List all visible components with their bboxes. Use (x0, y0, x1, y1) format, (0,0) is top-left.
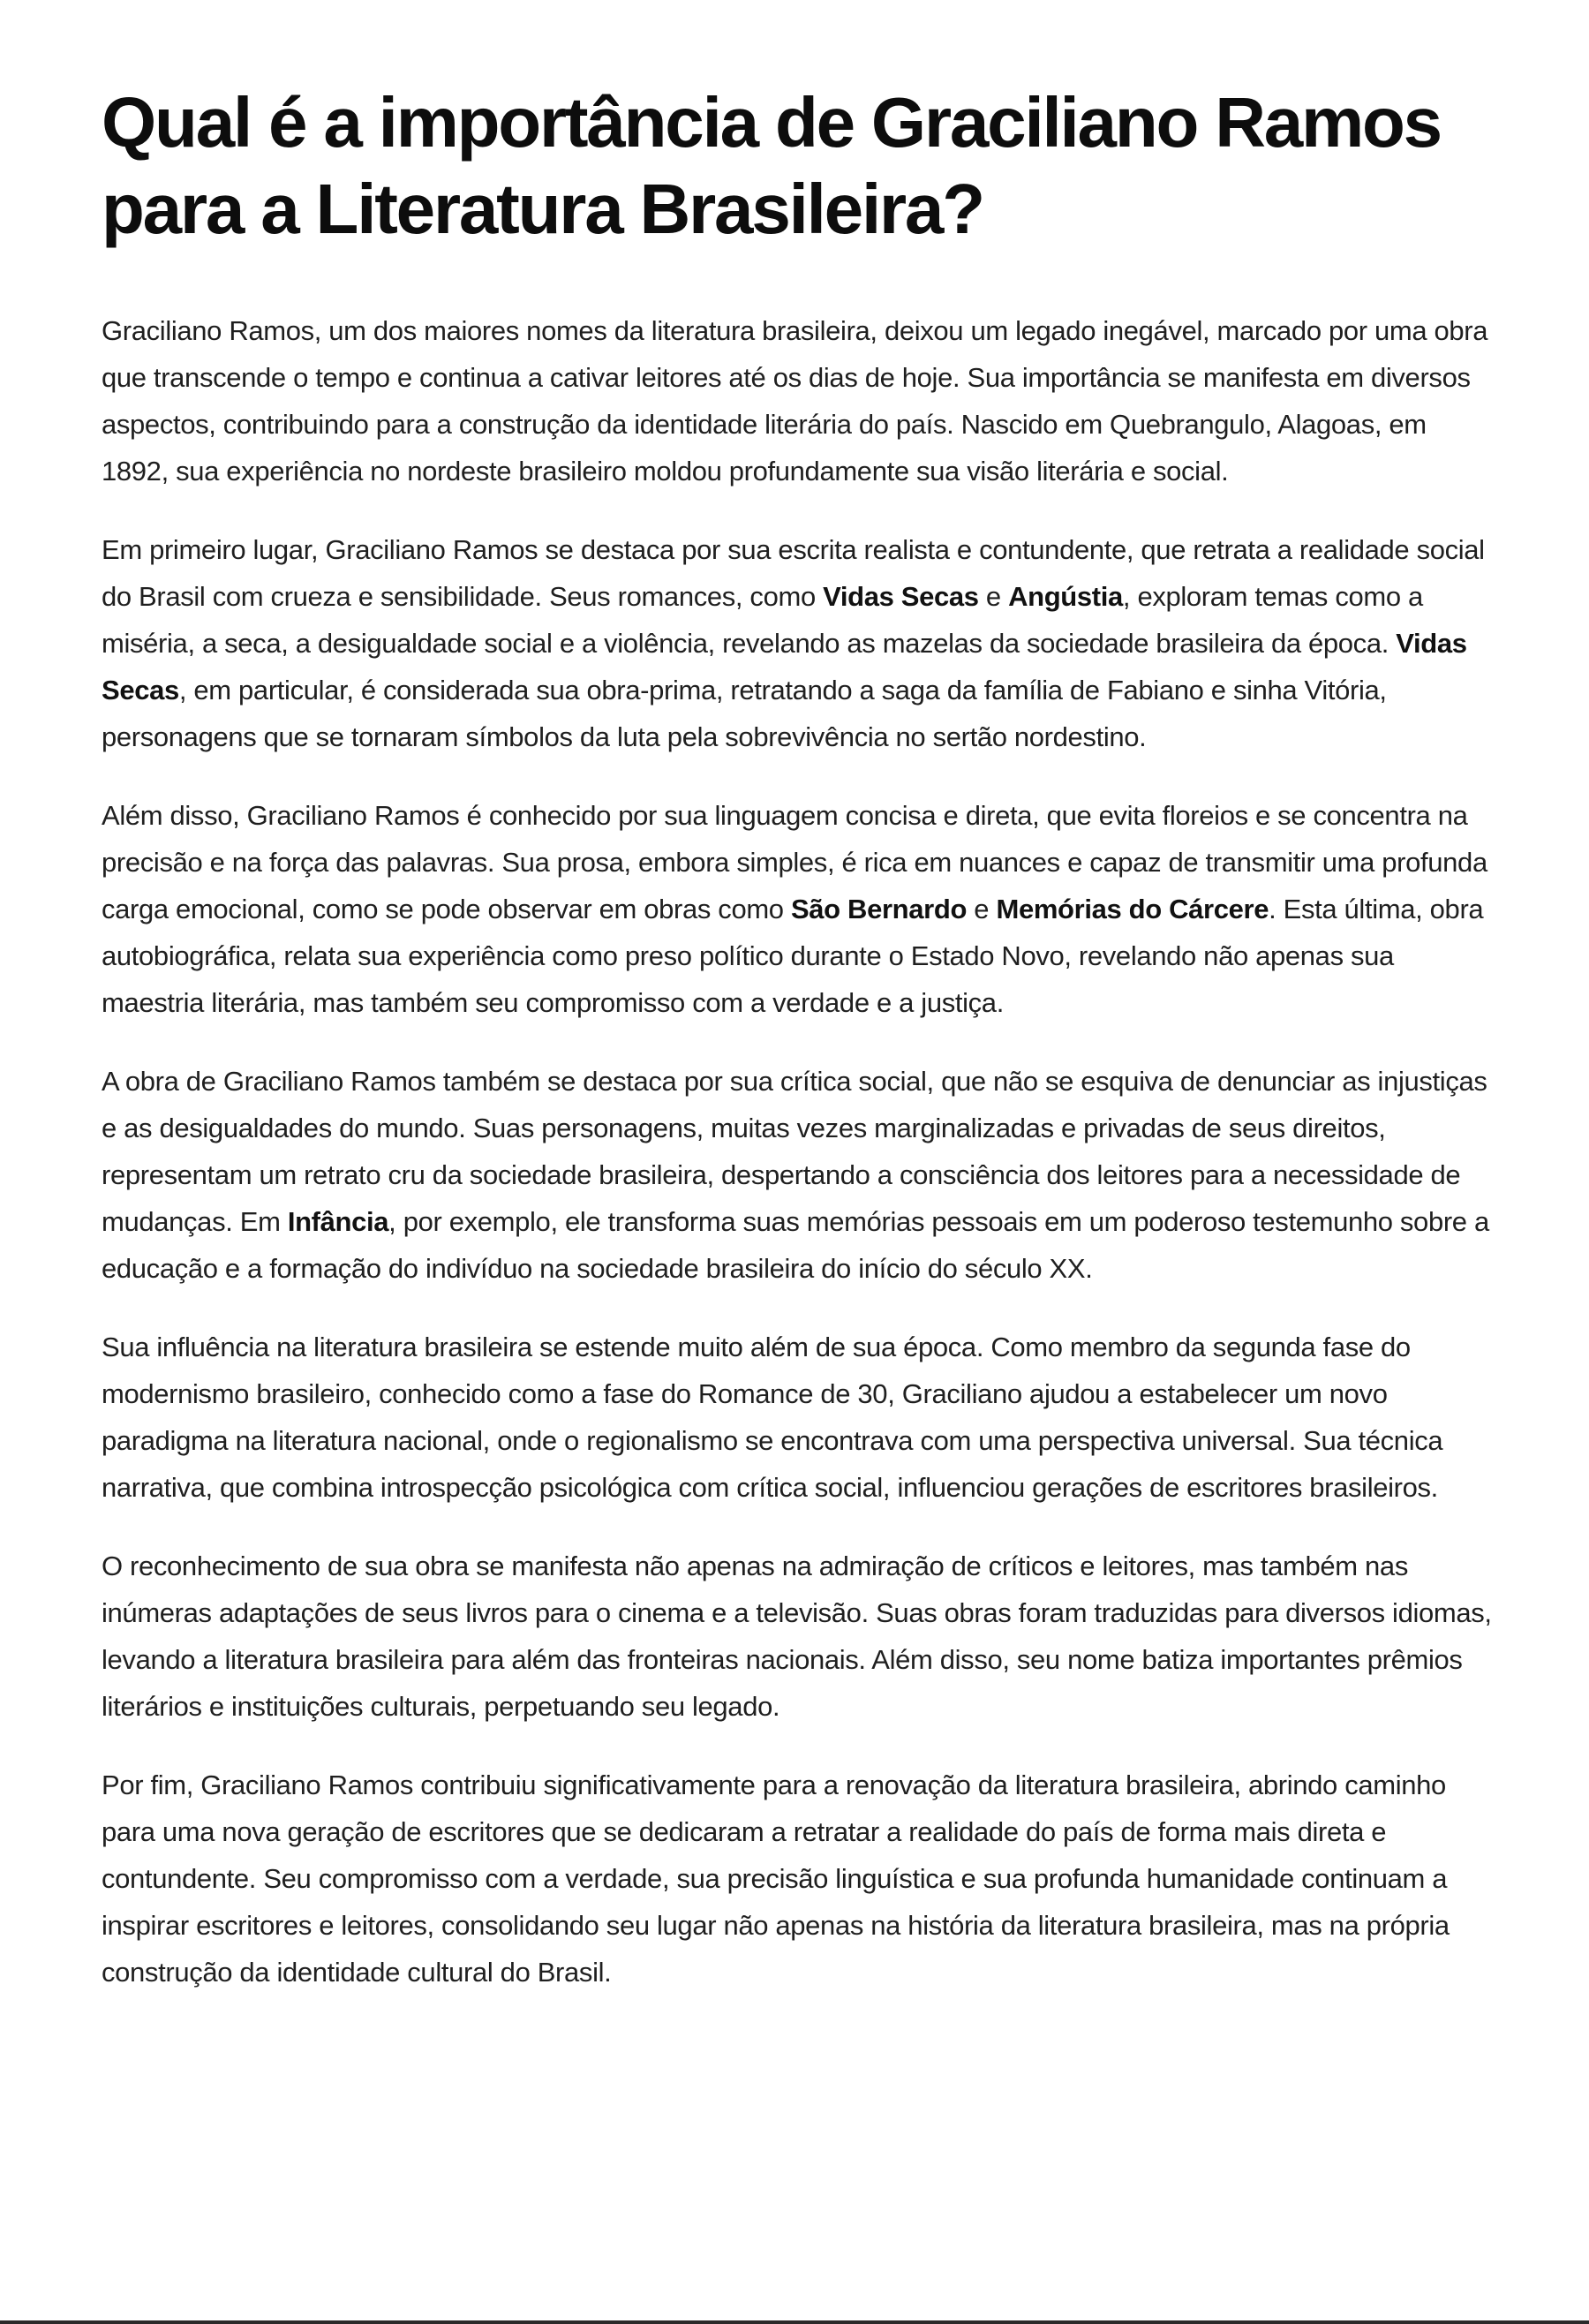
article-body (102, 307, 1492, 1996)
paragraph-recognition (102, 1543, 1492, 1730)
paragraph-text: , em particular, é considerada sua obra-prima, retratando a saga da família de Fabiano e sinha Vitória, personagens que se tornaram símbolos da luta pela sobrevivência no sertão nordestino. (102, 675, 1387, 752)
paragraph-influence (102, 1324, 1492, 1511)
paragraph-text: e (967, 894, 997, 924)
book-title: Memórias do Cárcere (996, 894, 1269, 924)
paragraph-conclusion (102, 1762, 1492, 1996)
paragraph-text: Em primeiro lugar, Graciliano Ramos se destaca por sua escrita realista e contundente, que retrata a realidade social do Brasil com crueza e sensibilidade. Seus romances, como (102, 534, 1485, 612)
paragraph-text: Por fim, Graciliano Ramos contribuiu significativamente para a renovação da literatura brasileira, abrindo caminho para uma nova geração de escritores que se dedicaram a retratar a realidade do país de forma mais direta e contundente. Seu compromisso com a verdade, sua precisão linguística e sua profunda humanidade continuam a inspirar escritores e leitores, consolidando seu lugar não apenas na história da literatura brasileira, mas na própria construção da identidade cultural do Brasil. (102, 1769, 1450, 1988)
book-title: São Bernardo (790, 894, 968, 924)
paragraph-intro (102, 307, 1492, 494)
book-title: Vidas Secas (823, 581, 979, 612)
paragraph-text: . Esta última, obra autobiográfica, relata sua experiência como preso político durante o Estado Novo, revelando não apenas sua maestria literária, mas também seu compromisso com a verdade e a justiça. (102, 894, 1484, 1018)
paragraph-language (102, 792, 1492, 1026)
paragraph-text: A obra de Graciliano Ramos também se destaca por sua crítica social, que não se esquiva de denunciar as injustiças e as desigualdades do mundo. Suas personagens, muitas vezes marginalizadas e privadas de seus direitos, representam um retrato cru da sociedade brasileira, despertando a consciência dos leitores para a necessidade de mudanças. Em (102, 1066, 1487, 1237)
article-title: Qual é a importância de Graciliano Ramos para a Literatura Brasileira? (102, 83, 1441, 248)
bottom-divider (0, 2320, 1589, 2324)
book-title: Infância (287, 1206, 389, 1237)
paragraph-text: Graciliano Ramos, um dos maiores nomes da literatura brasileira, deixou um legado inegável, marcado por uma obra que transcende o tempo e continua a cativar leitores até os dias de hoje. Sua importância se manifesta em diversos aspectos, contribuindo para a construção da identidade literária do país. Nascido em Quebrangulo, Alagoas, em 1892, sua experiência no nordeste brasileiro moldou profundamente sua visão literária e social. (102, 315, 1488, 487)
paragraph-text: O reconhecimento de sua obra se manifesta não apenas na admiração de críticos e leitores, mas também nas inúmeras adaptações de seus livros para o cinema e a televisão. Suas obras foram traduzidas para diversos idiomas, levando a literatura brasileira para além das fronteiras nacionais. Além disso, seu nome batiza importantes prêmios literários e instituições culturais, perpetuando seu legado. (102, 1551, 1492, 1722)
paragraph-text: Além disso, Graciliano Ramos é conhecido por sua linguagem concisa e direta, que evita floreios e se concentra na precisão e na força das palavras. Sua prosa, embora simples, é rica em nuances e capaz de transmitir uma profunda carga emocional, como se pode observar em obras como (102, 800, 1487, 924)
paragraph-text: , por exemplo, ele transforma suas memórias pessoais em um poderoso testemunho sobre a educação e a formação do indivíduo na sociedade brasileira do início do século XX. (102, 1206, 1489, 1284)
article (102, 79, 1492, 2027)
paragraph-social-critique (102, 1058, 1492, 1292)
paragraph-text: Sua influência na literatura brasileira se estende muito além de sua época. Como membro da segunda fase do modernismo brasileiro, conhecido como a fase do Romance de 30, Graciliano ajudou a estabelecer um novo paradigma na literatura nacional, onde o regionalismo se encontrava com uma perspectiva universal. Sua técnica narrativa, que combina introspecção psicológica com crítica social, influenciou gerações de escritores brasileiros. (102, 1332, 1443, 1503)
book-title: Vidas Secas (102, 628, 1467, 706)
paragraph-realism (102, 526, 1492, 760)
book-title: Angústia (1008, 581, 1123, 612)
paragraph-text: e (978, 581, 1009, 612)
paragraph-text: , exploram temas como a miséria, a seca, a desigualdade social e a violência, revelando as mazelas da sociedade brasileira da época. (102, 581, 1423, 659)
